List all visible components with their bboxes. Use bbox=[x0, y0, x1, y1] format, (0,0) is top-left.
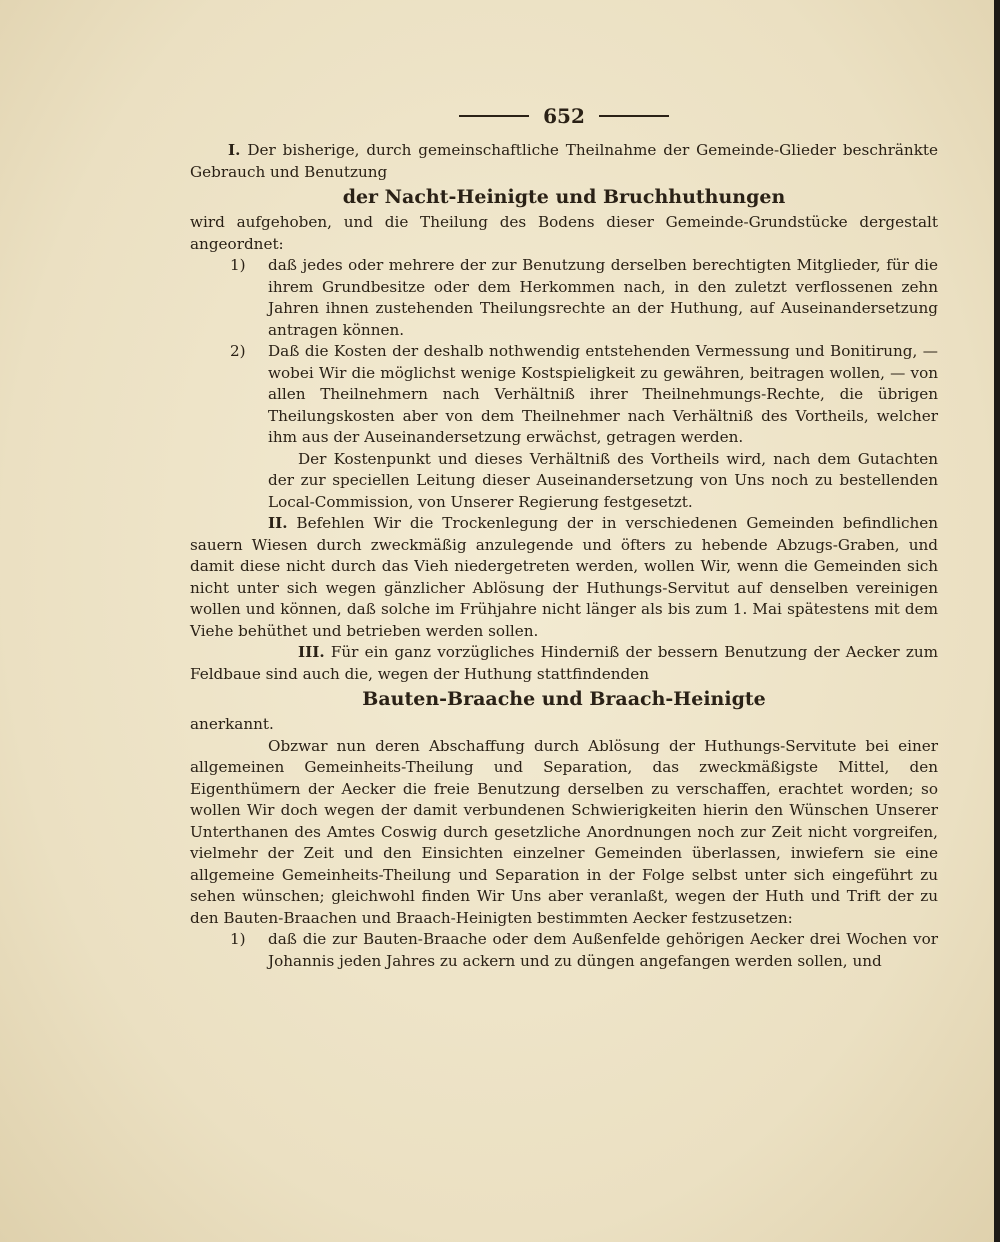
item-text: daß die zur Bauten-Braache oder dem Außenfelde gehörigen Aecker drei Wochen vor Johannis jeden Jahres zu ackern und zu düngen angefangen werden sollen, und bbox=[268, 930, 938, 970]
header-rule-left bbox=[459, 115, 529, 117]
section-3-paragraph: Obzwar nun deren Abschaffung durch Ablösung der Huthungs-Servitute bei einer allgemeinen Gemeinheits-Theilung und Separation, das zweckmäßigste Mittel, den Eigenthümern der Aecker die freie Benutzung derselben zu verschaffen, erachtet worden; so wollen Wir doch wegen der damit verbundenen Schwierigkeiten hierin den Wünschen Unserer Unterthanen des Amtes Coswig durch gesetzliche Anordnungen noch zur Zeit nicht vorgreifen, vielmehr der Zeit und den Einsichten einzelner Gemeinden überlassen, inwiefern sie eine allgemeine Gemeinheits-Theilung und Separation in der Folge selbst unter sich eingeführt zu sehen wünschen; gleichwohl finden Wir Uns aber veranlaßt, wegen der Huth und Trift der zu den Bauten-Braachen und Braach-Heinigten bestimmten Aecker festzusetzen: bbox=[190, 736, 938, 927]
item-continuation-text: Der Kostenpunkt und dieses Verhältniß des Vortheils wird, nach dem Gutachten der zur speciellen Leitung dieser Auseinandersetzung von Uns noch zu bestellenden Local-Commission, von Unserer Regierung festgesetzt. bbox=[268, 449, 938, 511]
header-rule-right bbox=[599, 115, 669, 117]
item-text: Daß die Kosten der deshalb nothwendig entstehenden Vermessung und Bonitirung, — wobei Wir die möglichst wenige Kostspieligkeit zu gewähren, beitragen wollen, — von allen Theilnehmern nach Verhältniß ihrer Theilnehmungs-Rechte, die übrigen Theilungskosten aber von dem Theilnehmer nach Verhältniß des Vortheils, welcher ihm aus der Auseinandersetzung erwächst, getragen werden. bbox=[268, 342, 938, 446]
section-1-text: wird aufgehoben, und die Theilung des Bodens dieser Gemeinde-Grundstücke dergestalt angeordnet: bbox=[190, 213, 938, 253]
section-1-intro bbox=[190, 140, 938, 183]
section-3-intro bbox=[190, 642, 938, 685]
item-text: daß jedes oder mehrere der zur Benutzung derselben berechtigten Mitglieder, für die ihrem Grundbesitze oder dem Herkommen nach, in den zuletzt verflossenen zehn Jahren ihnen zustehenden Theilungsrechte an der Huthung, auf Auseinandersetzung antragen können. bbox=[268, 256, 938, 339]
section-1-heading: der Nacht-Heinigte und Bruchhuthungen bbox=[342, 186, 786, 208]
section-1-item-2 bbox=[190, 341, 938, 449]
section-1-item-2-continuation bbox=[190, 449, 938, 514]
section-2-text: Befehlen Wir die Trockenlegung der in verschiedenen Gemeinden befindlichen sauern Wiesen durch zweckmäßig anzulegende und öfters zu hebende Abzugs-Graben, und damit diese nicht durch das Vieh niedergetreten werden, wollen Wir, wenn die Gemeinden sich nicht unter sich wegen gänzlicher Ablösung der Huthungs-Servitut auf denselben vereinigen wollen und können, daß solche im Frühjahre nicht länger als bis zum 1. Mai spätestens mit dem Viehe behüthet und betrieben werden sollen. bbox=[190, 514, 939, 640]
page-header bbox=[190, 92, 938, 140]
page-number: 652 bbox=[543, 104, 585, 128]
page-content bbox=[190, 92, 938, 972]
section-2-number: II. bbox=[268, 514, 288, 532]
item-number: 1) bbox=[230, 930, 246, 948]
section-1-item-1 bbox=[190, 255, 938, 341]
item-number: 2) bbox=[230, 342, 246, 360]
section-3-heading: Bauten-Braache und Braach-Heinigte bbox=[362, 688, 766, 710]
item-number: 1) bbox=[230, 256, 246, 274]
section-1-number: I. bbox=[228, 141, 241, 159]
section-3-intro-text: Für ein ganz vorzügliches Hinderniß der bessern Benutzung der Aecker zum Feldbaue sind auch die, wegen der Huthung stattfindenden bbox=[190, 643, 939, 683]
section-3-after-heading: anerkannt. bbox=[190, 715, 274, 733]
section-3-item-1 bbox=[190, 929, 938, 972]
section-1-intro-text: Der bisherige, durch gemeinschaftliche Theilnahme der Gemeinde-Glieder beschränkte Gebrauch und Benutzung bbox=[190, 141, 938, 181]
section-3-number: III. bbox=[298, 643, 325, 661]
section-2 bbox=[190, 513, 938, 642]
